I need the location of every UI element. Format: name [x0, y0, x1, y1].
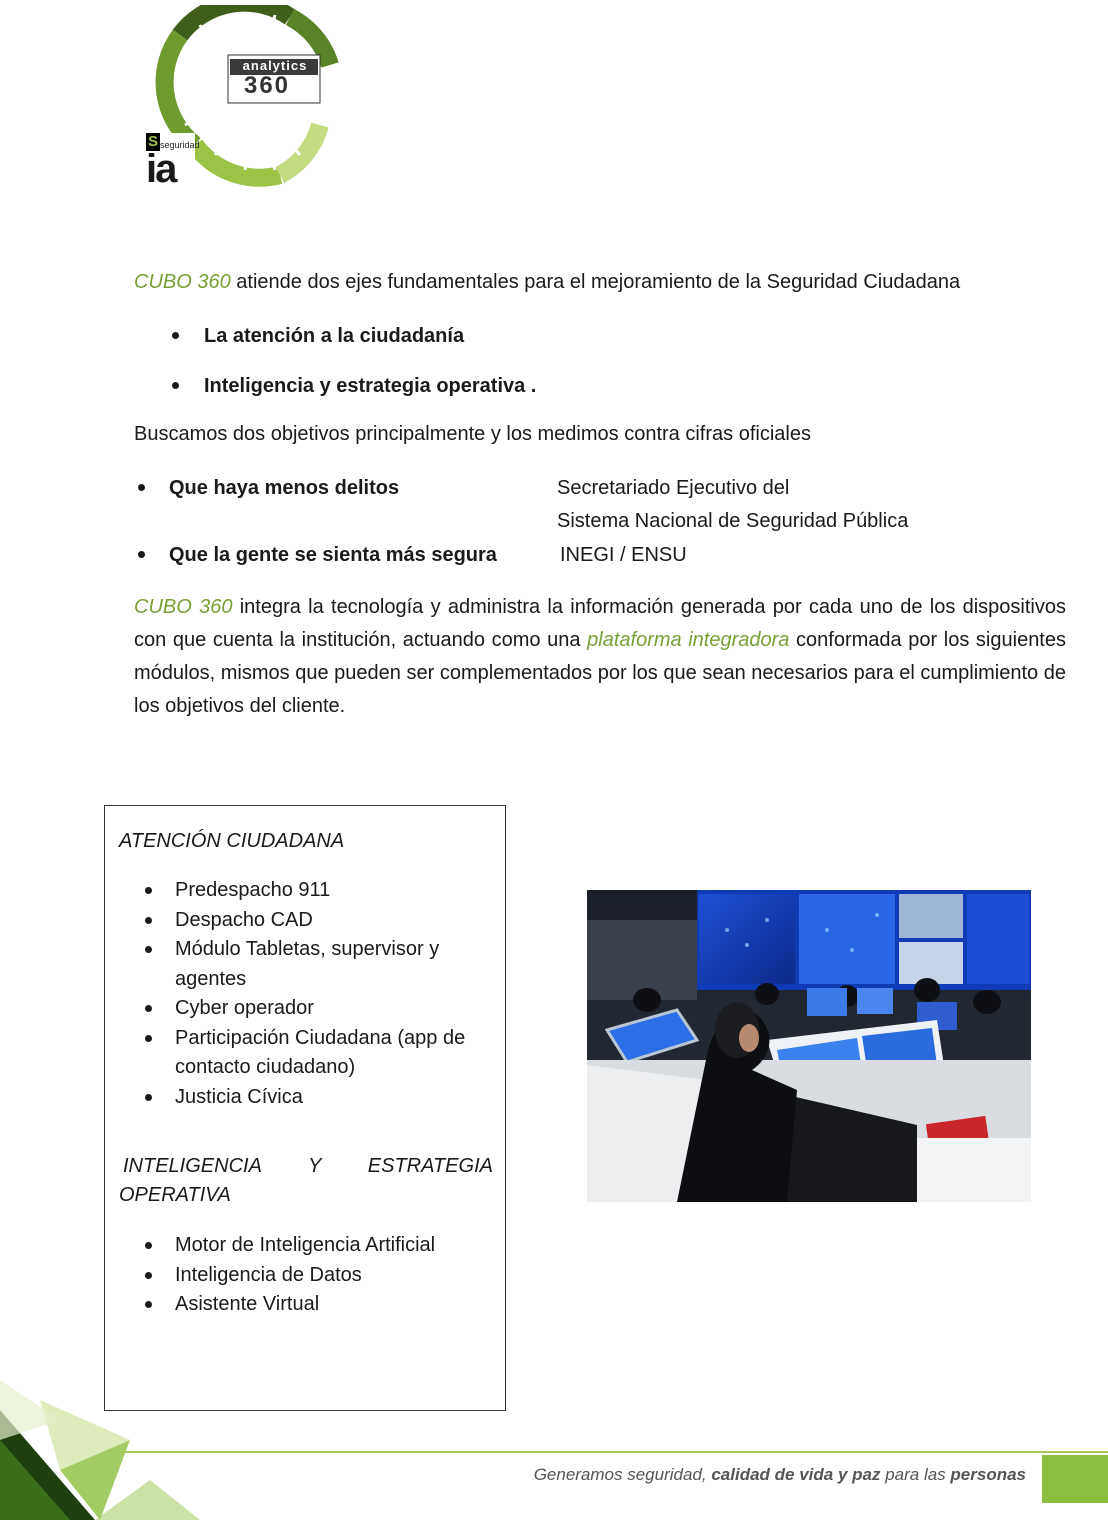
objective-source: Secretariado Ejecutivo del: [557, 477, 790, 499]
module-item: Inteligencia de Datos: [105, 1261, 500, 1291]
modules-box: [104, 805, 506, 1411]
logo-360-text: 360: [243, 72, 291, 99]
logo-ia-text: ia: [146, 147, 176, 191]
module-item: Justicia Cívica: [105, 1083, 500, 1113]
logo-s-letter: S: [147, 133, 158, 150]
objective-goal: Que la gente se sienta más segura: [169, 544, 497, 566]
bullet-dot: [138, 551, 145, 558]
axis-item: La atención a la ciudadanía: [204, 325, 465, 347]
section-title-word: OPERATIVA: [119, 1184, 231, 1206]
footer-text: para las: [880, 1465, 951, 1484]
module-item: Motor de Inteligencia Artificial: [105, 1231, 500, 1261]
integration-text: conformada por los siguientes módulos, mismos que pueden ser complementados por los que sean necesarios para el cumplimiento de los objetivos del cliente.: [134, 629, 1066, 717]
intro-text: atiende dos ejes fundamentales para el mejoramiento de la Seguridad Ciudadana: [230, 271, 961, 293]
footer-text-bold: calidad de vida y paz: [711, 1465, 881, 1484]
objective-source: Sistema Nacional de Seguridad Pública: [557, 510, 909, 532]
brand-name: CUBO 360: [134, 271, 231, 293]
brand-name: CUBO 360: [134, 596, 233, 618]
objectives-intro: Buscamos dos objetivos principalmente y los medimos contra cifras oficiales: [134, 423, 811, 445]
section-title-word: Y: [308, 1155, 322, 1177]
footer-green-block: [1042, 1455, 1108, 1503]
footer-text: Generamos seguridad,: [533, 1465, 712, 1484]
module-list: [105, 1231, 500, 1320]
objective-source: INEGI / ENSU: [560, 544, 687, 566]
integration-paragraph: [134, 591, 1066, 723]
footer-text-bold: personas: [950, 1465, 1026, 1484]
control-room-illustration: [587, 890, 1031, 1202]
section-title: [119, 1152, 493, 1210]
integration-text: integra la tecnología y administra la información generada por cada uno de los dispositivos con que cuenta la institución, actuando como una: [134, 596, 1066, 651]
footer-line: [120, 1451, 1108, 1453]
control-room-photo: [587, 890, 1031, 1202]
section-title-word: INTELIGENCIA: [123, 1155, 262, 1177]
logo: [140, 5, 340, 195]
footer-slogan: [480, 1464, 1026, 1486]
module-item: Asistente Virtual: [105, 1290, 500, 1320]
module-item: Módulo Tabletas, supervisor y agentes: [105, 935, 485, 994]
bullet-dot: [172, 332, 179, 339]
module-list: [105, 876, 500, 1112]
axis-item: Inteligencia y estrategia operativa .: [204, 375, 537, 397]
logo-seguridad-text: seguridad: [160, 140, 200, 150]
module-item: Cyber operador: [105, 994, 500, 1024]
integration-highlight: plataforma integradora: [587, 629, 790, 651]
bullet-dot: [172, 382, 179, 389]
section-title: ATENCIÓN CIUDADANA: [119, 830, 345, 852]
footer-triangles-icon: [0, 1380, 200, 1520]
module-item: Despacho CAD: [105, 906, 500, 936]
logo-analytics-text: analytics: [242, 58, 308, 73]
module-item: Predespacho 911: [105, 876, 500, 906]
intro-paragraph: [134, 266, 1074, 299]
module-item: Participación Ciudadana (app de contacto ciudadano): [105, 1024, 475, 1083]
objective-goal: Que haya menos delitos: [169, 477, 400, 499]
section-title-word: ESTRATEGIA: [367, 1155, 493, 1177]
bullet-dot: [138, 484, 145, 491]
